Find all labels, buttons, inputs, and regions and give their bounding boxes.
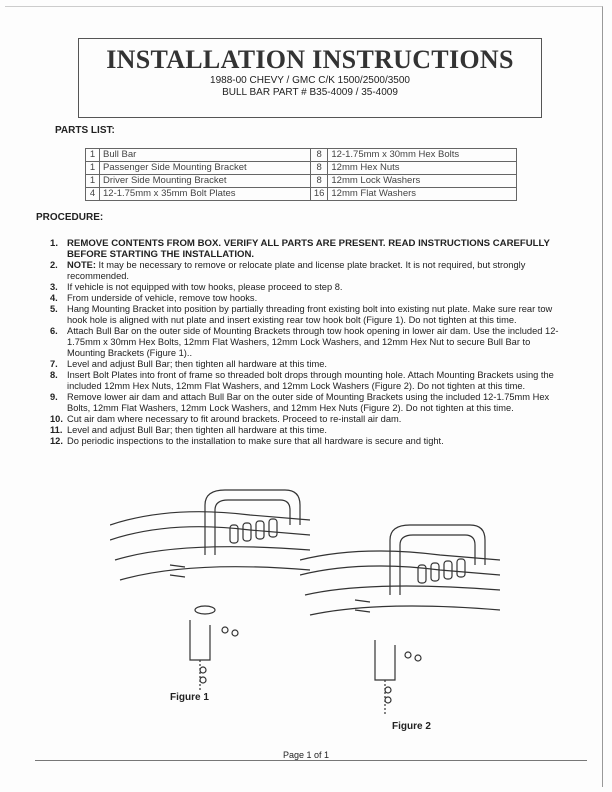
step-number: 6. <box>50 326 58 336</box>
parts-list-heading: PARTS LIST: <box>55 125 115 136</box>
figure-2-diagram <box>300 520 510 720</box>
parts-row <box>86 149 517 162</box>
part-name: Driver Side Mounting Bracket <box>100 175 311 188</box>
step-text: REMOVE CONTENTS FROM BOX. VERIFY ALL PARTS ARE PRESENT. READ INSTRUCTIONS CAREFULLY BEFORE STARTING THE INSTALLATION. <box>67 238 550 260</box>
step-text: Attach Bull Bar on the outer side of Mounting Brackets through tow hook opening in lower air dam. Use the included 12-1.75mm x 30mm Hex Bolts, 12mm Flat Washers, 12mm Lock Washers, and 12mm Hex Nut to secure Bull Bar to Mounting Brackets (Figure 1).. <box>67 326 559 358</box>
step-text: Hang Mounting Bracket into position by partially threading front existing bolt into existing nut plate. Make sure rear tow hook hole is aligned with nut plate and insert existing rear tow hook bolt (Figure 1). Do not tighten at this time. <box>67 304 553 325</box>
part-quantity: 1 <box>86 175 100 188</box>
part-name: 12-1.75mm x 35mm Bolt Plates <box>100 188 311 201</box>
step-text: Do periodic inspections to the installation to make sure that all hardware is secure and tight. <box>67 436 444 446</box>
step-text: Level and adjust Bull Bar; then tighten all hardware at this time. <box>67 359 327 369</box>
step-number: 7. <box>50 359 58 369</box>
part-quantity: 8 <box>310 175 328 188</box>
step-number: 3. <box>50 282 58 292</box>
procedure-step <box>50 238 570 260</box>
note-label: NOTE: <box>67 260 96 270</box>
part-name: 12mm Hex Nuts <box>328 162 517 175</box>
procedure-step <box>50 392 570 414</box>
step-number: 1. <box>50 238 59 249</box>
step-text: Cut air dam where necessary to fit around brackets. Proceed to re-install air dam. <box>67 414 402 424</box>
procedure-step <box>50 370 570 392</box>
procedure-step <box>50 282 570 293</box>
parts-row <box>86 175 517 188</box>
figure-1-caption: Figure 1 <box>170 692 209 703</box>
parts-row <box>86 162 517 175</box>
procedure-heading: PROCEDURE: <box>36 212 104 223</box>
step-number: 8. <box>50 370 58 380</box>
figure-2-caption: Figure 2 <box>392 721 431 732</box>
step-text: If vehicle is not equipped with tow hooks, please proceed to step 8. <box>67 282 343 292</box>
procedure-step <box>50 425 570 436</box>
step-number: 11. <box>50 425 63 435</box>
part-quantity: 8 <box>310 149 328 162</box>
step-number: 9. <box>50 392 58 402</box>
procedure-step <box>50 304 570 326</box>
part-quantity: 16 <box>310 188 328 201</box>
part-name: 12mm Flat Washers <box>328 188 517 201</box>
part-name: Bull Bar <box>100 149 311 162</box>
footer-divider <box>35 760 587 761</box>
part-quantity: 4 <box>86 188 100 201</box>
procedure-step <box>50 359 570 370</box>
step-text: Insert Bolt Plates into front of frame so threaded bolt drops through mounting hole. Attach Mounting Brackets using the included 12mm Hex Nuts, 12mm Flat Washers, and 12mm Lock Washers (Figure 2). Do not tighten at this time. <box>67 370 554 391</box>
part-name: 12mm Lock Washers <box>328 175 517 188</box>
part-quantity: 1 <box>86 149 100 162</box>
procedure-step <box>50 414 570 425</box>
step-number: 5. <box>50 304 58 314</box>
figure-1-diagram <box>110 485 320 705</box>
part-name: Passenger Side Mounting Bracket <box>100 162 311 175</box>
parts-row <box>86 188 517 201</box>
procedure-step <box>50 260 570 282</box>
step-number: 4. <box>50 293 58 303</box>
parts-table <box>85 148 517 201</box>
procedure-list <box>50 238 570 447</box>
step-text: It may be necessary to remove or relocate plate and license plate bracket. It is not required, but strongly recommended. <box>67 260 526 281</box>
procedure-step <box>50 436 570 447</box>
part-number: BULL BAR PART # B35-4009 / 35-4009 <box>222 87 398 98</box>
procedure-step <box>50 293 570 304</box>
step-number: 2. <box>50 260 58 270</box>
vehicle-subtitle: 1988-00 CHEVY / GMC C/K 1500/2500/3500 <box>210 75 410 86</box>
step-number: 10. <box>50 414 63 424</box>
step-number: 12. <box>50 436 63 446</box>
header-box <box>78 38 542 118</box>
part-quantity: 8 <box>310 162 328 175</box>
step-text: Remove lower air dam and attach Bull Bar on the outer side of Mounting Brackets using the included 12-1.75mm Hex Bolts, 12mm Flat Washers, 12mm Lock Washers, and 12mm Hex Nuts (Figure 2). Do not tighten at this time. <box>67 392 550 413</box>
step-text: From underside of vehicle, remove tow hooks. <box>67 293 258 303</box>
procedure-step <box>50 326 570 359</box>
part-quantity: 1 <box>86 162 100 175</box>
part-name: 12-1.75mm x 30mm Hex Bolts <box>328 149 517 162</box>
page-number: Page 1 of 1 <box>282 750 330 760</box>
page-title: INSTALLATION INSTRUCTIONS <box>106 45 514 74</box>
step-text: Level and adjust Bull Bar; then tighten all hardware at this time. <box>67 425 327 435</box>
